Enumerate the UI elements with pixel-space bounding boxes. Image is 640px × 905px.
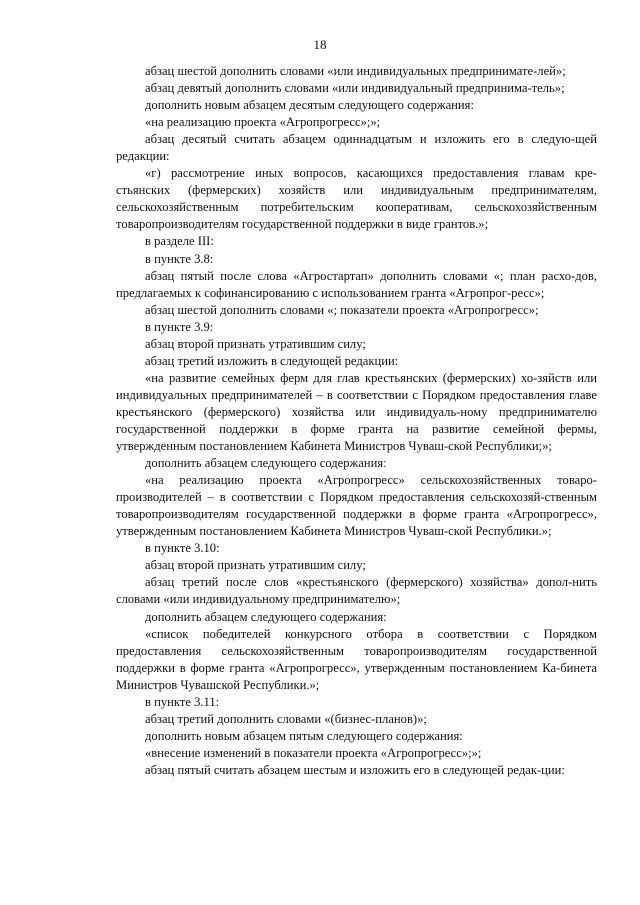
paragraph: «на развитие семейных ферм для глав крестьянских (фермерских) хо-зяйств или индивидуальных предпринимателей – в соответствии с Порядком предоставления главе крестьянского (фермерского) хозяйства или индивидуаль-ному предпринимателю государственной поддержки в форме гранта на развитие семейной фермы, утвержденным постановлением Кабинета Министров Чуваш-ской Республики;»;: [116, 370, 597, 454]
page-number: 18: [313, 37, 327, 52]
paragraph: «г) рассмотрение иных вопросов, касающихся предоставления главам кре-стьянских (фермерских) хозяйств или индивидуальным предпринимателям, сельскохозяйственным потребительским кооперативам, сельскохозяйственным товаропроизводителям государственной поддержки в виде грантов.»;: [116, 166, 597, 232]
paragraph: в пункте 3.8:: [145, 251, 214, 266]
paragraph: абзац девятый дополнить словами «или индивидуальный предпринима-тель»;: [145, 81, 565, 96]
paragraph: в пункте 3.9:: [145, 319, 214, 334]
paragraph: абзац шестой дополнить словами «; показатели проекта «Агропрогресс»;: [145, 302, 539, 317]
paragraph: в разделе III:: [145, 234, 214, 249]
paragraph: дополнить новым абзацем десятым следующего содержания:: [145, 98, 474, 113]
paragraph: дополнить абзацем следующего содержания:: [145, 609, 387, 624]
paragraph: абзац второй признать утратившим силу;: [145, 558, 366, 573]
paragraph: абзац третий после слов «крестьянского (фермерского) хозяйства» допол-нить словами «или индивидуальному предпринимателю»;: [116, 575, 597, 607]
paragraph: «на реализацию проекта «Агропрогресс»;»;: [145, 115, 381, 130]
paragraph: абзац шестой дополнить словами «или индивидуальных предпринимате-лей»;: [145, 64, 566, 78]
paragraph: в пункте 3.11:: [145, 694, 220, 709]
document-body: [116, 63, 597, 779]
paragraph: дополнить абзацем следующего содержания:: [145, 456, 387, 471]
paragraph: абзац пятый считать абзацем шестым и изложить его в следующей редак-ции:: [145, 762, 565, 777]
paragraph: в пункте 3.10:: [145, 541, 220, 556]
paragraph: абзац пятый после слова «Агростартап» дополнить словами «; план расхо-дов, предлагаемых к софинансированию с использованием гранта «Агропрог-ресс»;: [116, 268, 597, 300]
paragraph: «список победителей конкурсного отбора в соответствии с Порядком предоставления сельскохозяйственным товаропроизводителям государственной поддержки в форме гранта «Агропрогресс», утвержденным постановлением Ка-бинета Министров Чувашской Республики.»;: [116, 626, 597, 692]
paragraph: абзац третий дополнить словами «(бизнес-планов)»;: [145, 711, 427, 726]
paragraph: абзац десятый считать абзацем одиннадцатым и изложить его в следую-щей редакции:: [116, 132, 597, 164]
paragraph: «на реализацию проекта «Агропрогресс» сельскохозяйственных товаро-производителей – в соответствии с Порядком предоставления сельскохозяй-ственным товаропроизводителям государственной поддержки в форме гранта «Агропрогресс», утвержденным постановлением Кабинета Министров Чуваш-ской Республики.»;: [116, 473, 597, 539]
paragraph: «внесение изменений в показатели проекта «Агропрогресс»;»;: [145, 745, 482, 760]
paragraph: дополнить новым абзацем пятым следующего содержания:: [145, 728, 463, 743]
paragraph: абзац третий изложить в следующей редакции:: [145, 353, 399, 368]
paragraph: абзац второй признать утратившим силу;: [145, 336, 366, 351]
